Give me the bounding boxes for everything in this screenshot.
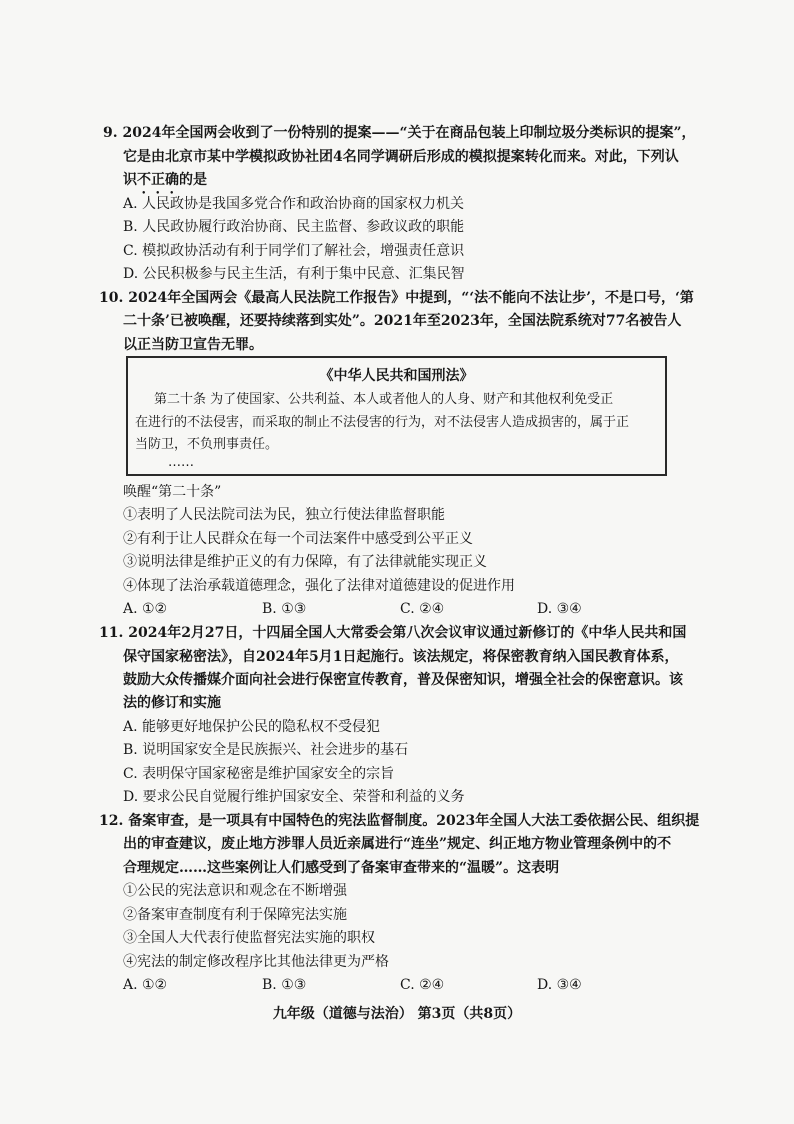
q10-stem-line-3: 以正当防卫宣告无罪。 — [123, 337, 263, 353]
q12-stem-line-3: 合理规定……这些案例让人们感受到了备案审查带来的“温暖”。这表明 — [123, 860, 560, 876]
q12-statement-2: ②备案审查制度有利于保障宪法实施 — [123, 907, 347, 923]
q9-option-c: C. 模拟政协活动有利于同学们了解社会，增强责任意识 — [123, 243, 465, 259]
excerpt-line-1: 第二十条 为了使国家、公共利益、本人或者他人的人身、财产和其他权利免受正 — [154, 392, 614, 407]
q12-statement-4: ④宪法的制定修改程序比其他法律更为严格 — [123, 954, 389, 970]
excerpt-ellipsis: …… — [168, 455, 194, 470]
q9-option-d: D. 公民积极参与民主生活，有利于集中民意、汇集民智 — [123, 266, 465, 282]
q12-statement-1: ①公民的宪法意识和观念在不断增强 — [123, 883, 347, 899]
q12-stem-line-1: 12. 备案审查，是一项具有中国特色的宪法监督制度。2023年全国人大法工委依据公民、组织提 — [99, 813, 700, 829]
q11-stem-line-4: 法的修订和实施 — [123, 695, 221, 711]
q10-choice-c: C. ②④ — [400, 601, 445, 617]
q12-choice-b: B. ①③ — [262, 977, 307, 993]
excerpt-line-3: 当防卫，不负刑事责任。 — [135, 437, 279, 452]
q11-option-b: B. 说明国家安全是民族振兴、社会进步的基石 — [123, 742, 409, 758]
excerpt-title: 《中华人民共和国刑法》 — [319, 368, 474, 384]
excerpt-line-2: 在进行的不法侵害，而采取的制止不法侵害的行为，对不法侵害人造成损害的，属于正 — [135, 415, 630, 430]
q10-sub-stem: 唤醒“第二十条” — [123, 484, 222, 500]
q11-option-a: A. 能够更好地保护公民的隐私权不受侵犯 — [123, 719, 381, 735]
q9-stem-line-1: 9. 2024年全国两会收到了一份特别的提案——“关于在商品包装上印制垃圾分类标识的提案”， — [103, 125, 696, 141]
q10-statement-3: ③说明法律是维护正义的有力保障，有了法律就能实现正义 — [123, 554, 487, 570]
q10-stem-line-1: 10. 2024年全国两会《最高人民法院工作报告》中提到，“‘法不能向不法让步’，不是口号，‘第 — [99, 290, 694, 306]
q10-choice-d: D. ③④ — [537, 601, 582, 617]
q10-statement-2: ②有利于让人民群众在每一个司法案件中感受到公平正义 — [123, 531, 473, 547]
q12-stem-line-2: 出的审查建议，废止地方涉罪人员近亲属进行“连坐”规定、纠正地方物业管理条例中的不 — [123, 836, 672, 852]
q12-statement-3: ③全国人大代表行使监督宪法实施的职权 — [123, 930, 375, 946]
q10-choice-a: A. ①② — [123, 601, 168, 617]
q11-stem-line-2: 保守国家秘密法》，自2024年5月1日起施行。该法规定，将保密教育纳入国民教育体系， — [123, 649, 679, 665]
q11-option-c: C. 表明保守国家秘密是维护国家安全的宗旨 — [123, 766, 395, 782]
q11-stem-line-3: 鼓励大众传播媒介面向社会进行保密宣传教育，普及保密知识，增强全社会的保密意识。该 — [123, 672, 683, 688]
q9-stem-text-end: 的是 — [179, 172, 207, 188]
q12-choice-a: A. ①② — [123, 977, 168, 993]
q9-option-b: B. 人民政协履行政治协商、民主监督、参政议政的职能 — [123, 219, 465, 235]
q10-stem-line-2: 二十条’已被唤醒，还要持续落到实处”。2021年至2023年，全国法院系统对77名被告人 — [123, 313, 682, 329]
criminal-law-excerpt-box — [126, 356, 667, 476]
q9-stem-line-2: 它是由北京市某中学模拟政协社团4名同学调研后形成的模拟提案转化而来。对此，下列认 — [123, 149, 679, 165]
q11-stem-line-1: 11. 2024年2月27日，十四届全国人大常委会第八次会议审议通过新修订的《中华人民共和国 — [99, 625, 687, 641]
q10-statement-4: ④体现了法治承载道德理念，强化了法律对道德建设的促进作用 — [123, 578, 515, 594]
q10-choice-b: B. ①③ — [262, 601, 307, 617]
q11-option-d: D. 要求公民自觉履行维护国家安全、荣誉和利益的义务 — [123, 789, 465, 805]
q12-choice-c: C. ②④ — [400, 977, 445, 993]
q12-choice-d: D. ③④ — [537, 977, 582, 993]
page-footer: 九年级（道德与法治） 第3页（共8页） — [272, 1006, 522, 1022]
q9-option-a: A. 人民政协是我国多党合作和政治协商的国家权力机关 — [123, 196, 465, 212]
q9-emphasized-text: 不正确 — [137, 172, 179, 188]
q10-statement-1: ①表明了人民法院司法为民，独立行使法律监督职能 — [123, 507, 445, 523]
q9-stem-text: 识 — [123, 172, 137, 188]
